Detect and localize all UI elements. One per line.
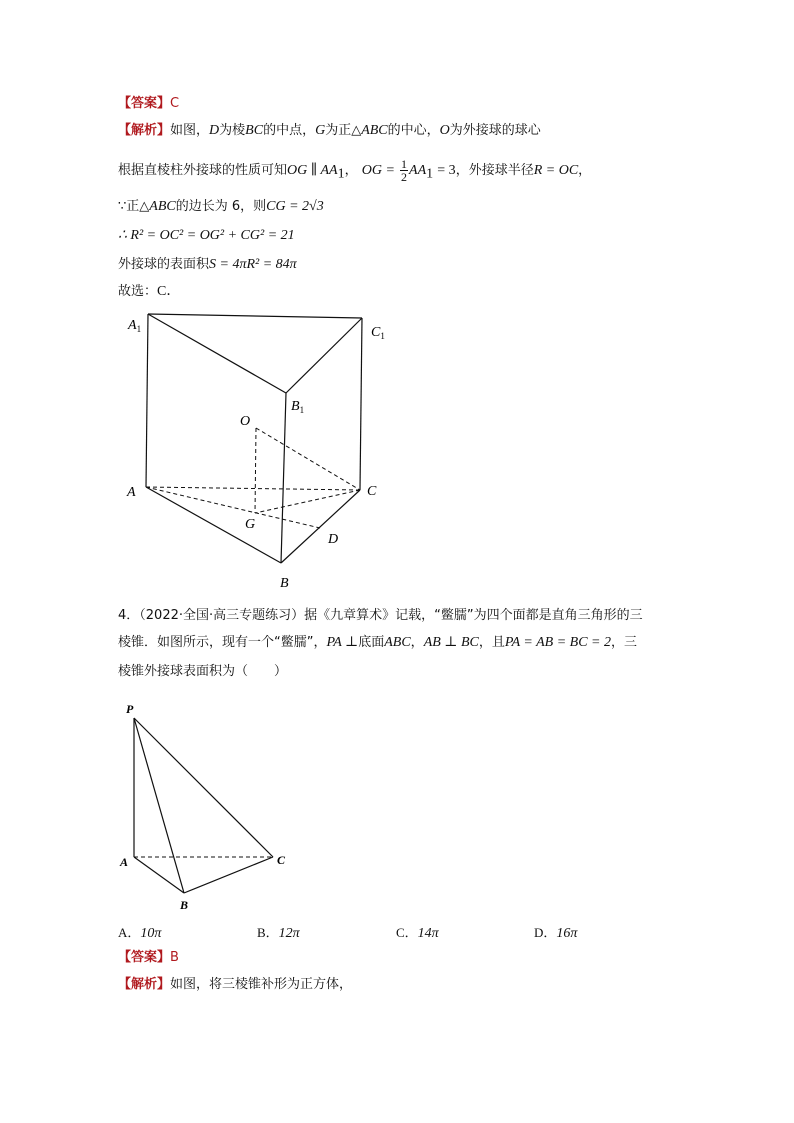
text: 4．（2022·全国·高三专题练习）据《九章算术》记载，“鳖臑”为四个面都是直角三角形的三 bbox=[118, 608, 643, 623]
text: ∵正△ bbox=[118, 199, 150, 214]
label-o: O bbox=[240, 414, 251, 429]
edge-bc bbox=[184, 857, 273, 893]
math: CG = 2√3 bbox=[266, 199, 324, 214]
option-value: 14π bbox=[417, 926, 439, 941]
option-letter: B． bbox=[257, 925, 279, 940]
math: R = OC bbox=[533, 163, 579, 178]
q3-analysis-line-4 bbox=[118, 226, 295, 246]
text: 根据直棱柱外接球的性质可知 bbox=[118, 163, 288, 178]
answer-tag: 【答案】 bbox=[118, 96, 171, 111]
edge-c1c bbox=[360, 318, 362, 490]
prism-figure bbox=[118, 305, 408, 595]
text: 外接球的表面积 bbox=[118, 257, 210, 272]
text: ，三 bbox=[611, 635, 638, 650]
option-value: 12π bbox=[278, 926, 300, 941]
edge-a1a bbox=[146, 314, 148, 487]
edge-pb bbox=[134, 718, 184, 893]
text: 的边长为 6，则 bbox=[175, 199, 267, 214]
text: 如图，将三棱锥补形为正方体， bbox=[170, 977, 353, 992]
option-value: 16π bbox=[556, 926, 578, 941]
fraction bbox=[400, 158, 408, 183]
label-a: A bbox=[120, 855, 129, 869]
line-og bbox=[255, 428, 256, 513]
math: D bbox=[209, 123, 220, 138]
text: 如图， bbox=[170, 123, 210, 138]
q3-answer-line bbox=[118, 94, 179, 114]
edge-pc bbox=[134, 718, 273, 857]
option-c[interactable] bbox=[396, 922, 439, 942]
label-c1: $C_1$ bbox=[371, 325, 385, 341]
q3-analysis-line-2 bbox=[118, 158, 591, 185]
math: G bbox=[315, 123, 326, 138]
math: AB ⊥ BC bbox=[423, 635, 479, 650]
math: BC bbox=[245, 123, 264, 138]
edge-ac bbox=[146, 487, 360, 490]
q4-analysis-line bbox=[118, 975, 352, 995]
math: = 3 bbox=[437, 163, 456, 178]
label-p: P bbox=[126, 702, 134, 716]
subscript: 1 bbox=[337, 166, 345, 182]
edge-bc bbox=[281, 490, 360, 563]
line-cg bbox=[255, 490, 360, 513]
label-a: A bbox=[127, 485, 136, 500]
edge-ab bbox=[146, 487, 281, 563]
q4-answer-line bbox=[118, 948, 179, 968]
option-letter: D． bbox=[534, 925, 557, 940]
text: 的中心， bbox=[387, 123, 440, 138]
q4-stem-line-1 bbox=[118, 606, 643, 626]
text: ，外接球半径 bbox=[455, 163, 534, 178]
text: 故选： bbox=[118, 284, 158, 299]
answer-value: B bbox=[170, 950, 179, 965]
label-b: B bbox=[180, 898, 189, 912]
label-a1: $A_1$ bbox=[128, 318, 142, 334]
q3-analysis-line-1 bbox=[118, 121, 541, 141]
text: ， bbox=[578, 163, 592, 178]
math: S = 4πR² = 84π bbox=[209, 257, 297, 272]
text: 为正△ bbox=[325, 123, 362, 138]
option-value: 10π bbox=[140, 926, 162, 941]
option-letter: A． bbox=[118, 925, 141, 940]
line-ad bbox=[146, 487, 320, 528]
label-b1: $B_1$ bbox=[291, 399, 305, 415]
math: ABC bbox=[361, 123, 388, 138]
math: PA ⊥ bbox=[326, 635, 359, 650]
tetrahedron-figure bbox=[118, 695, 298, 915]
label-d: D bbox=[328, 532, 339, 547]
q4-stem-line-3 bbox=[118, 662, 287, 682]
q3-analysis-line-6 bbox=[118, 282, 180, 302]
answer-value: C bbox=[170, 96, 180, 111]
edge-b1c1 bbox=[286, 318, 362, 393]
text: ， bbox=[410, 635, 424, 650]
math: AA bbox=[409, 163, 427, 178]
text: C． bbox=[157, 284, 181, 299]
math: ABC bbox=[149, 199, 176, 214]
q3-analysis-line-3 bbox=[118, 197, 324, 217]
line-oc bbox=[256, 428, 360, 490]
analysis-tag: 【解析】 bbox=[118, 977, 171, 992]
label-b: B bbox=[280, 576, 289, 591]
label-g: G bbox=[245, 517, 256, 532]
math: OG ∥ AA bbox=[287, 163, 338, 178]
text: 为外接球的球心 bbox=[449, 123, 541, 138]
edge-ab bbox=[134, 857, 184, 893]
option-b[interactable] bbox=[257, 922, 300, 942]
text: 为棱 bbox=[219, 123, 246, 138]
edge-a1b1 bbox=[148, 314, 286, 393]
fraction-denominator: 2 bbox=[401, 170, 408, 184]
math: PA = AB = BC = 2 bbox=[504, 635, 612, 650]
text: 的中点， bbox=[263, 123, 316, 138]
q4-stem-line-2 bbox=[118, 633, 637, 653]
option-letter: C． bbox=[396, 925, 418, 940]
label-c: C bbox=[367, 484, 377, 499]
subscript: 1 bbox=[426, 166, 434, 182]
text: 棱锥．如图所示，现有一个“鳖臑”， bbox=[118, 635, 327, 650]
analysis-tag: 【解析】 bbox=[118, 123, 171, 138]
option-a[interactable] bbox=[118, 922, 161, 942]
q3-analysis-line-5 bbox=[118, 255, 297, 275]
fraction-numerator: 1 bbox=[401, 157, 408, 171]
edge-b1b bbox=[281, 393, 286, 563]
answer-tag: 【答案】 bbox=[118, 950, 171, 965]
text: 底面 bbox=[358, 635, 385, 650]
text: 棱锥外接球表面积为（ ） bbox=[118, 664, 288, 679]
math: OG = bbox=[361, 163, 395, 178]
math: O bbox=[439, 123, 450, 138]
text: ，且 bbox=[478, 635, 505, 650]
edge-a1c1 bbox=[148, 314, 362, 318]
text: ， bbox=[344, 163, 358, 178]
math: ∴ R² = OC² = OG² + CG² = 21 bbox=[118, 228, 295, 243]
label-c: C bbox=[277, 853, 286, 867]
math: ABC bbox=[384, 635, 411, 650]
option-d[interactable] bbox=[534, 922, 577, 942]
